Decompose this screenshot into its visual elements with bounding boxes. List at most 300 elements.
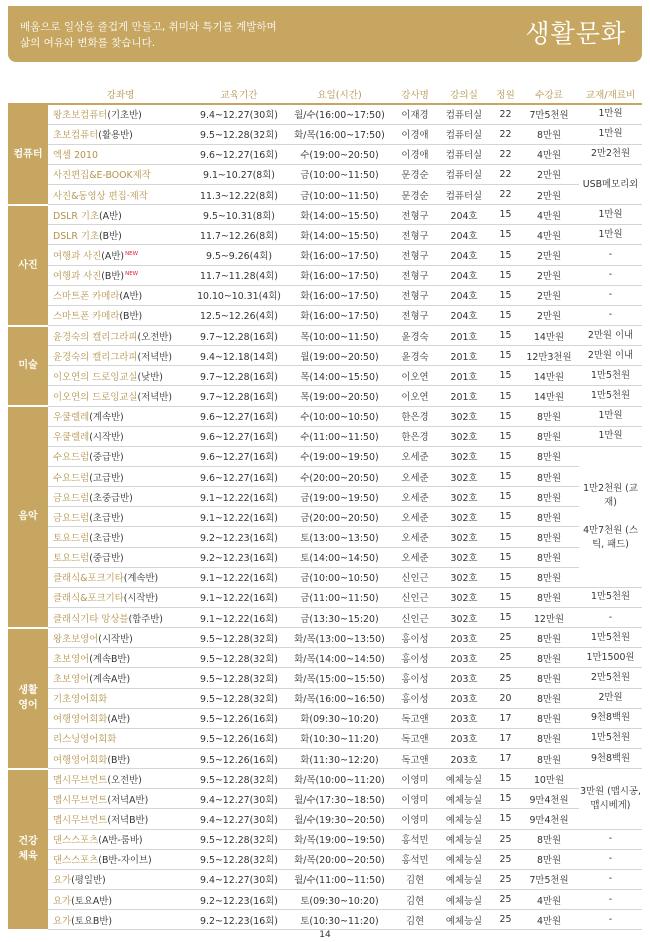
fee-cell: 8만원 bbox=[519, 628, 579, 648]
period-cell: 9.2~12.23(16회) bbox=[193, 547, 285, 567]
course-name: 클래식&포크기타 bbox=[53, 593, 124, 605]
capacity-cell: 22 bbox=[492, 164, 519, 184]
period-cell: 11.3~12.22(8회) bbox=[193, 185, 285, 205]
period-cell: 9.1~12.22(16회) bbox=[193, 587, 285, 607]
course-name-cell bbox=[48, 587, 193, 607]
fee-cell: 8만원 bbox=[519, 708, 579, 728]
material-cell: 1만원 bbox=[579, 124, 642, 144]
schedule-cell: 화/목(10:00~11:20) bbox=[285, 769, 394, 789]
course-suffix: (저녁반) bbox=[137, 392, 172, 404]
schedule-cell: 월/수(17:30~18:50) bbox=[285, 789, 394, 809]
instructor-cell: 독고앤 bbox=[394, 728, 436, 748]
schedule-cell: 수(10:00~10:50) bbox=[285, 406, 394, 426]
room-cell: 201호 bbox=[436, 346, 492, 366]
capacity-cell: 25 bbox=[492, 829, 519, 849]
new-badge: NEW bbox=[125, 250, 139, 257]
table-row bbox=[8, 527, 642, 547]
column-header: 교육기간 bbox=[193, 84, 285, 104]
course-name: 댄스스포츠 bbox=[53, 835, 99, 847]
material-cell: 1만원 bbox=[579, 104, 642, 124]
course-suffix: (토요A반) bbox=[71, 895, 113, 907]
course-name-cell bbox=[48, 144, 193, 164]
room-cell: 예체능실 bbox=[436, 910, 492, 930]
page-number: 14 bbox=[319, 930, 331, 940]
course-name: 왕초보영어 bbox=[53, 633, 99, 645]
table-row bbox=[8, 366, 642, 386]
table-row bbox=[8, 769, 642, 789]
course-name: 스마트폰 카메라 bbox=[53, 291, 120, 303]
schedule-cell: 화/목(16:00~16:50) bbox=[285, 688, 394, 708]
room-cell: 204호 bbox=[436, 265, 492, 285]
table-row bbox=[8, 346, 642, 366]
table-header-row bbox=[8, 84, 642, 104]
course-name-cell bbox=[48, 426, 193, 446]
capacity-cell: 15 bbox=[492, 527, 519, 547]
table-row bbox=[8, 305, 642, 325]
schedule-cell: 토(10:30~11:20) bbox=[285, 910, 394, 930]
period-cell: 9.5~12.28(32회) bbox=[193, 829, 285, 849]
course-name-cell bbox=[48, 910, 193, 930]
period-cell: 9.1~10.27(8회) bbox=[193, 164, 285, 184]
room-cell: 204호 bbox=[436, 225, 492, 245]
capacity-cell: 25 bbox=[492, 648, 519, 668]
schedule-cell: 월(19:00~20:50) bbox=[285, 346, 394, 366]
schedule-cell: 금(20:00~20:50) bbox=[285, 507, 394, 527]
table-row bbox=[8, 567, 642, 587]
period-cell: 9.4~12.18(14회) bbox=[193, 346, 285, 366]
course-suffix: (활용반) bbox=[98, 130, 133, 142]
capacity-cell: 15 bbox=[492, 467, 519, 487]
course-name-cell bbox=[48, 547, 193, 567]
course-name-cell bbox=[48, 245, 193, 265]
capacity-cell: 15 bbox=[492, 366, 519, 386]
room-cell: 예체능실 bbox=[436, 769, 492, 789]
table-row bbox=[8, 547, 642, 567]
period-cell: 9.5~12.28(32회) bbox=[193, 769, 285, 789]
course-name: 초보영어 bbox=[53, 674, 90, 685]
instructor-cell: 오세준 bbox=[394, 487, 436, 507]
fee-cell: 8만원 bbox=[519, 849, 579, 869]
course-suffix: (중급반) bbox=[89, 553, 124, 565]
instructor-cell: 오세준 bbox=[394, 547, 436, 567]
course-name: 사진&동영상 편집·제작 bbox=[53, 190, 148, 202]
capacity-cell: 15 bbox=[492, 426, 519, 446]
material-cell: 3만원 (맵시공, 맵시베게) bbox=[579, 769, 642, 829]
page-title: 생활문화 bbox=[525, 19, 626, 48]
instructor-cell: 김현 bbox=[394, 910, 436, 930]
course-name-cell bbox=[48, 406, 193, 426]
material-cell: - bbox=[579, 245, 642, 265]
table-row bbox=[8, 124, 642, 144]
capacity-cell: 15 bbox=[492, 567, 519, 587]
instructor-cell: 신인근 bbox=[394, 567, 436, 587]
fee-cell: 12만3천원 bbox=[519, 346, 579, 366]
room-cell: 204호 bbox=[436, 205, 492, 225]
period-cell: 9.5~10.31(8회) bbox=[193, 205, 285, 225]
course-name-cell bbox=[48, 366, 193, 386]
fee-cell: 4만원 bbox=[519, 889, 579, 909]
fee-cell: 7만5천원 bbox=[519, 104, 579, 124]
schedule-cell: 금(19:00~19:50) bbox=[285, 487, 394, 507]
course-name: 윤경숙의 캘리그라피 bbox=[53, 351, 138, 363]
room-cell: 302호 bbox=[436, 547, 492, 567]
table-row bbox=[8, 406, 642, 426]
table-row bbox=[8, 829, 642, 849]
course-name: 요가 bbox=[53, 915, 72, 927]
material-cell: 2만원 이내 bbox=[579, 346, 642, 366]
material-cell: - bbox=[579, 869, 642, 889]
period-cell: 9.6~12.27(16회) bbox=[193, 426, 285, 446]
schedule-cell: 금(11:00~11:50) bbox=[285, 587, 394, 607]
material-cell: 1만원 bbox=[579, 225, 642, 245]
course-name: 리스닝영어회화 bbox=[53, 734, 117, 746]
material-cell: 1만2천원 (교재) 4만7천원 (스틱, 패드) bbox=[579, 446, 642, 587]
period-cell: 9.5~12.28(32회) bbox=[193, 648, 285, 668]
schedule-cell: 금(10:00~11:50) bbox=[285, 185, 394, 205]
fee-cell: 8만원 bbox=[519, 527, 579, 547]
schedule-cell: 화(16:00~17:50) bbox=[285, 285, 394, 305]
period-cell: 9.2~12.23(16회) bbox=[193, 527, 285, 547]
schedule-cell: 화(10:30~11:20) bbox=[285, 728, 394, 748]
course-name: 왕초보컴퓨터 bbox=[53, 110, 108, 122]
capacity-cell: 15 bbox=[492, 809, 519, 829]
category-label: 생활 영어 bbox=[8, 628, 48, 769]
room-cell: 예체능실 bbox=[436, 869, 492, 889]
material-cell: 2만원 bbox=[579, 688, 642, 708]
table-row bbox=[8, 869, 642, 889]
fee-cell: 2만원 bbox=[519, 164, 579, 184]
material-cell: - bbox=[579, 910, 642, 930]
fee-cell: 2만원 bbox=[519, 285, 579, 305]
instructor-cell: 홍이성 bbox=[394, 688, 436, 708]
table-row bbox=[8, 467, 642, 487]
table-row bbox=[8, 386, 642, 406]
course-name: 이오연의 드로잉교실 bbox=[53, 392, 138, 404]
course-name-cell bbox=[48, 648, 193, 668]
instructor-cell: 전형구 bbox=[394, 265, 436, 285]
table-row bbox=[8, 889, 642, 909]
room-cell: 컴퓨터실 bbox=[436, 124, 492, 144]
material-cell: - bbox=[579, 829, 642, 849]
schedule-cell: 월/수(16:00~17:50) bbox=[285, 104, 394, 124]
category-label: 미술 bbox=[8, 326, 48, 407]
fee-cell: 8만원 bbox=[519, 829, 579, 849]
course-name: 여행과 사진 bbox=[53, 271, 102, 283]
capacity-cell: 25 bbox=[492, 849, 519, 869]
table-row bbox=[8, 809, 642, 829]
schedule-cell: 금(10:00~11:50) bbox=[285, 164, 394, 184]
capacity-cell: 15 bbox=[492, 205, 519, 225]
capacity-cell: 22 bbox=[492, 104, 519, 124]
course-name-cell bbox=[48, 809, 193, 829]
capacity-cell: 15 bbox=[492, 406, 519, 426]
schedule-cell: 화(16:00~17:50) bbox=[285, 305, 394, 325]
schedule-cell: 토(09:30~10:20) bbox=[285, 889, 394, 909]
column-header: 강의실 bbox=[436, 84, 492, 104]
period-cell: 9.5~12.28(32회) bbox=[193, 124, 285, 144]
capacity-cell: 15 bbox=[492, 326, 519, 346]
period-cell: 9.6~12.27(16회) bbox=[193, 446, 285, 466]
schedule-cell: 월/수(19:30~20:50) bbox=[285, 809, 394, 829]
period-cell: 9.5~9.26(4회) bbox=[193, 245, 285, 265]
course-suffix: (계속반) bbox=[89, 412, 124, 424]
room-cell: 203호 bbox=[436, 668, 492, 688]
capacity-cell: 15 bbox=[492, 265, 519, 285]
course-name: 여행과 사진 bbox=[53, 251, 102, 263]
table-row bbox=[8, 648, 642, 668]
course-name: 맵시무브먼트 bbox=[53, 814, 108, 826]
course-suffix: (시작반) bbox=[89, 432, 124, 444]
course-name-cell bbox=[48, 104, 193, 124]
schedule-cell: 화/목(20:00~20:50) bbox=[285, 849, 394, 869]
fee-cell: 4만원 bbox=[519, 144, 579, 164]
fee-cell: 4만원 bbox=[519, 225, 579, 245]
room-cell: 컴퓨터실 bbox=[436, 164, 492, 184]
material-cell: 2만5천원 bbox=[579, 668, 642, 688]
capacity-cell: 15 bbox=[492, 507, 519, 527]
course-name: 토요드럼 bbox=[53, 533, 90, 545]
course-name-cell bbox=[48, 446, 193, 466]
instructor-cell: 문경순 bbox=[394, 185, 436, 205]
course-name: 수요드럼 bbox=[53, 452, 90, 464]
room-cell: 302호 bbox=[436, 446, 492, 466]
course-name-cell bbox=[48, 487, 193, 507]
schedule-cell: 화/목(16:00~17:50) bbox=[285, 124, 394, 144]
fee-cell: 4만원 bbox=[519, 205, 579, 225]
table-row bbox=[8, 628, 642, 648]
schedule-cell: 화(14:00~15:50) bbox=[285, 205, 394, 225]
capacity-cell: 22 bbox=[492, 144, 519, 164]
period-cell: 9.1~12.22(16회) bbox=[193, 608, 285, 628]
instructor-cell: 이영미 bbox=[394, 809, 436, 829]
course-name: 맵시무브먼트 bbox=[53, 774, 108, 786]
course-suffix: (A반) bbox=[119, 291, 143, 303]
capacity-cell: 15 bbox=[492, 547, 519, 567]
course-name-cell bbox=[48, 527, 193, 547]
capacity-cell: 15 bbox=[492, 245, 519, 265]
schedule-cell: 수(19:00~20:50) bbox=[285, 144, 394, 164]
course-suffix: (A반) bbox=[101, 251, 125, 263]
table-row bbox=[8, 910, 642, 930]
schedule-cell: 수(20:00~20:50) bbox=[285, 467, 394, 487]
capacity-cell: 25 bbox=[492, 889, 519, 909]
period-cell: 9.7~12.28(16회) bbox=[193, 326, 285, 346]
instructor-cell: 이오연 bbox=[394, 386, 436, 406]
fee-cell: 14만원 bbox=[519, 326, 579, 346]
course-name-cell bbox=[48, 769, 193, 789]
material-cell: 1만5천원 bbox=[579, 628, 642, 648]
course-name-cell bbox=[48, 326, 193, 346]
course-name: 수요드럼 bbox=[53, 472, 90, 484]
instructor-cell: 이영미 bbox=[394, 789, 436, 809]
room-cell: 302호 bbox=[436, 406, 492, 426]
instructor-cell: 홍이성 bbox=[394, 628, 436, 648]
course-name-cell bbox=[48, 869, 193, 889]
table-row bbox=[8, 144, 642, 164]
period-cell: 10.10~10.31(4회) bbox=[193, 285, 285, 305]
course-suffix: (저녁반) bbox=[137, 351, 172, 363]
table-row bbox=[8, 728, 642, 748]
course-suffix: (시작반) bbox=[98, 633, 133, 645]
course-name-cell bbox=[48, 889, 193, 909]
instructor-cell: 전형구 bbox=[394, 245, 436, 265]
period-cell: 9.5~12.26(16회) bbox=[193, 749, 285, 769]
table-row bbox=[8, 326, 642, 346]
capacity-cell: 17 bbox=[492, 728, 519, 748]
material-cell: 9천8백원 bbox=[579, 708, 642, 728]
room-cell: 201호 bbox=[436, 366, 492, 386]
table-row bbox=[8, 245, 642, 265]
course-suffix: (저녁B반) bbox=[107, 814, 149, 826]
course-suffix: (낮반) bbox=[137, 371, 163, 383]
intro-line: 삶의 여유와 변화를 찾습니다. bbox=[20, 37, 156, 49]
fee-cell: 14만원 bbox=[519, 386, 579, 406]
fee-cell: 8만원 bbox=[519, 406, 579, 426]
course-suffix: (계속반) bbox=[123, 573, 159, 585]
course-name: 클래식기타 앙상블 bbox=[53, 613, 129, 625]
material-cell: USB메모리외 bbox=[579, 164, 642, 204]
schedule-cell: 목(10:00~11:50) bbox=[285, 326, 394, 346]
period-cell: 12.5~12.26(4회) bbox=[193, 305, 285, 325]
room-cell: 302호 bbox=[436, 567, 492, 587]
fee-cell: 8만원 bbox=[519, 487, 579, 507]
fee-cell: 4만원 bbox=[519, 910, 579, 930]
course-name-cell bbox=[48, 708, 193, 728]
course-name-cell bbox=[48, 265, 193, 285]
period-cell: 9.6~12.27(16회) bbox=[193, 467, 285, 487]
schedule-cell: 수(11:00~11:50) bbox=[285, 426, 394, 446]
table-row bbox=[8, 285, 642, 305]
course-name-cell bbox=[48, 829, 193, 849]
fee-cell: 8만원 bbox=[519, 688, 579, 708]
instructor-cell: 신인근 bbox=[394, 587, 436, 607]
room-cell: 예체능실 bbox=[436, 889, 492, 909]
room-cell: 201호 bbox=[436, 326, 492, 346]
table-body bbox=[8, 104, 642, 930]
column-header: 교재/재료비 bbox=[579, 84, 642, 104]
schedule-cell: 목(14:00~15:50) bbox=[285, 366, 394, 386]
course-name-cell bbox=[48, 346, 193, 366]
instructor-cell: 문경순 bbox=[394, 164, 436, 184]
material-cell: - bbox=[579, 889, 642, 909]
room-cell: 예체능실 bbox=[436, 849, 492, 869]
table-row bbox=[8, 185, 642, 205]
capacity-cell: 15 bbox=[492, 446, 519, 466]
category-label: 사진 bbox=[8, 205, 48, 326]
column-header: 수강료 bbox=[519, 84, 579, 104]
instructor-cell: 홍이성 bbox=[394, 648, 436, 668]
column-header-category bbox=[8, 84, 48, 104]
course-suffix: (계속A반) bbox=[89, 674, 131, 685]
capacity-cell: 15 bbox=[492, 487, 519, 507]
instructor-cell: 독고앤 bbox=[394, 708, 436, 728]
schedule-cell: 화(14:00~15:50) bbox=[285, 225, 394, 245]
table-row bbox=[8, 789, 642, 809]
instructor-cell: 오세준 bbox=[394, 446, 436, 466]
instructor-cell: 이경애 bbox=[394, 124, 436, 144]
room-cell: 204호 bbox=[436, 285, 492, 305]
course-suffix: (A반-룸바) bbox=[98, 835, 143, 847]
course-name: 요가 bbox=[53, 895, 72, 907]
instructor-cell: 김현 bbox=[394, 889, 436, 909]
fee-cell: 2만원 bbox=[519, 185, 579, 205]
instructor-cell: 윤경숙 bbox=[394, 346, 436, 366]
room-cell: 예체능실 bbox=[436, 829, 492, 849]
table-row bbox=[8, 225, 642, 245]
course-name: 이오연의 드로잉교실 bbox=[53, 371, 138, 383]
capacity-cell: 25 bbox=[492, 668, 519, 688]
period-cell: 9.1~12.22(16회) bbox=[193, 507, 285, 527]
room-cell: 203호 bbox=[436, 728, 492, 748]
course-suffix: (토요B반) bbox=[71, 915, 113, 927]
fee-cell: 9만4천원 bbox=[519, 809, 579, 829]
course-table bbox=[8, 84, 642, 931]
schedule-cell: 화(09:30~10:20) bbox=[285, 708, 394, 728]
schedule-cell: 수(19:00~19:50) bbox=[285, 446, 394, 466]
course-name-cell bbox=[48, 608, 193, 628]
period-cell: 9.4~12.27(30회) bbox=[193, 809, 285, 829]
capacity-cell: 17 bbox=[492, 708, 519, 728]
instructor-cell: 한은경 bbox=[394, 426, 436, 446]
course-suffix: (B반) bbox=[119, 311, 143, 323]
table-row bbox=[8, 587, 642, 607]
category-label: 컴퓨터 bbox=[8, 104, 48, 205]
room-cell: 203호 bbox=[436, 749, 492, 769]
fee-cell: 8만원 bbox=[519, 587, 579, 607]
schedule-cell: 화/목(13:00~13:50) bbox=[285, 628, 394, 648]
room-cell: 302호 bbox=[436, 507, 492, 527]
room-cell: 예체능실 bbox=[436, 809, 492, 829]
intro-line: 배움으로 일상을 즐겁게 만들고, 취미와 특기를 계발하며 bbox=[20, 21, 277, 33]
column-header: 강좌명 bbox=[48, 84, 193, 104]
instructor-cell: 한은경 bbox=[394, 406, 436, 426]
course-suffix: (저녁A반) bbox=[107, 794, 149, 806]
course-suffix: (오전반) bbox=[107, 774, 142, 786]
table-row bbox=[8, 749, 642, 769]
period-cell: 9.4~12.27(30회) bbox=[193, 104, 285, 124]
instructor-cell: 독고앤 bbox=[394, 749, 436, 769]
capacity-cell: 15 bbox=[492, 305, 519, 325]
table-row bbox=[8, 164, 642, 184]
course-suffix: (계속B반) bbox=[89, 653, 131, 665]
room-cell: 203호 bbox=[436, 648, 492, 668]
material-cell: 1만5천원 bbox=[579, 386, 642, 406]
instructor-cell: 김현 bbox=[394, 869, 436, 889]
material-cell: - bbox=[579, 849, 642, 869]
schedule-cell: 토(14:00~14:50) bbox=[285, 547, 394, 567]
course-name-cell bbox=[48, 305, 193, 325]
room-cell: 203호 bbox=[436, 628, 492, 648]
schedule-cell: 토(13:00~13:50) bbox=[285, 527, 394, 547]
course-name: 기초영어회화 bbox=[53, 694, 108, 706]
period-cell: 9.5~12.28(32회) bbox=[193, 849, 285, 869]
course-suffix: (B반-자이브) bbox=[98, 855, 152, 867]
table-row bbox=[8, 849, 642, 869]
page-header bbox=[8, 6, 642, 62]
fee-cell: 12만원 bbox=[519, 608, 579, 628]
instructor-cell: 홍이성 bbox=[394, 668, 436, 688]
room-cell: 컴퓨터실 bbox=[436, 185, 492, 205]
period-cell: 9.4~12.27(30회) bbox=[193, 789, 285, 809]
room-cell: 302호 bbox=[436, 608, 492, 628]
course-name-cell bbox=[48, 688, 193, 708]
course-name-cell bbox=[48, 507, 193, 527]
period-cell: 11.7~12.26(8회) bbox=[193, 225, 285, 245]
material-cell: - bbox=[579, 608, 642, 628]
column-header: 강사명 bbox=[394, 84, 436, 104]
course-name: 사진편집&E-BOOK제작 bbox=[53, 170, 151, 182]
material-cell: 1만원 bbox=[579, 406, 642, 426]
